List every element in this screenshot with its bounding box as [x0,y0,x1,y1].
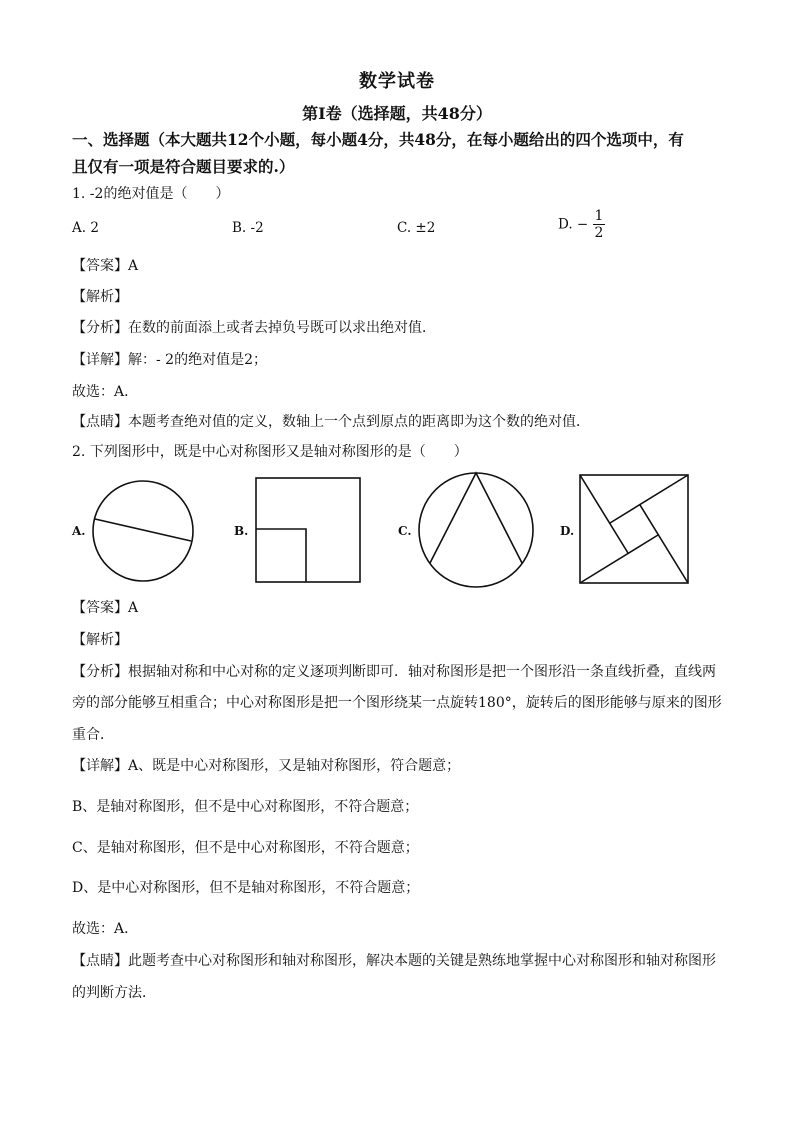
q2-fenxi-line-3: 重合． [72,727,114,743]
q2-detail-d: D、是中心对称图形，但不是轴对称图形，不符合题意； [72,880,420,896]
page-title: 数学试卷 [359,71,435,92]
section-heading-line-1: 一、选择题（本大题共12个小题，每小题4分，共48分，在每小题给出的四个选项中，有 [72,130,684,149]
figure-a-label: A. [72,524,86,538]
q1-fenxi: 【分析】在数的前面添上或者去掉负号既可以求出绝对值． [72,320,436,336]
figure-d-pinwheel-square [578,473,690,585]
q1-stem: 1. -2的绝对值是（ ） [72,186,230,202]
q2-comment-line-2: 的判断方法． [72,985,156,1001]
q2-analysis: 【解析】 [72,632,128,648]
q2-stem: 2. 下列图形中，既是中心对称图形又是轴对称图形的是（ ） [72,444,468,460]
q1-analysis: 【解析】 [72,289,128,305]
q2-fenxi-line-2: 旁的部分能够互相重合；中心对称图形是把一个图形绕某一点旋转180°，旋转后的图形能够与原来的图形 [72,695,722,711]
q2-choose: 故选：A． [72,921,139,937]
q2-answer: 【答案】A [72,600,139,616]
fraction-denominator: 2 [594,225,604,241]
figure-b-square-with-corner [254,476,364,586]
q2-comment-line-1: 【点睛】此题考查中心对称图形和轴对称图形，解决本题的关键是熟练地掌握中心对称图形和轴对称图形 [72,953,716,969]
q1-option-d [558,208,605,241]
q2-detail-a: 【详解】A、既是中心对称图形，又是轴对称图形，符合题意； [72,758,461,774]
page-subtitle: 第Ⅰ卷（选择题，共48分） [302,104,492,123]
q1-choose: 故选：A． [72,384,139,400]
q1-option-b: B. -2 [232,220,264,236]
q1-option-a: A. 2 [72,220,99,236]
fraction-numerator: 1 [594,208,604,224]
q2-detail-b: B、是轴对称图形，但不是中心对称图形，不符合题意； [72,799,419,815]
q1-detail: 【详解】解：- 2的绝对值是2； [72,352,267,368]
q1-comment: 【点睛】本题考查绝对值的定义，数轴上一个点到原点的距离即为这个数的绝对值． [72,414,590,430]
q1-option-c: C. ±2 [397,220,436,236]
q1-answer: 【答案】A [72,258,139,274]
q1-option-d-prefix: D. − [558,216,589,233]
figure-c-label: C. [398,524,412,538]
figure-c-circle-with-triangle [416,470,536,590]
q2-detail-c: C、是轴对称图形，但不是中心对称图形，不符合题意； [72,840,419,856]
q1-option-d-fraction [593,208,606,241]
section-heading-line-2: 且仅有一项是符合题目要求的.） [72,157,295,176]
figure-d-label: D. [560,524,575,538]
figure-a-circle-with-chord [88,476,198,586]
q2-fenxi-line-1: 【分析】根据轴对称和中心对称的定义逐项判断即可．轴对称图形是把一个图形沿一条直线折叠，直线两 [72,664,716,680]
figure-b-label: B. [234,524,249,538]
